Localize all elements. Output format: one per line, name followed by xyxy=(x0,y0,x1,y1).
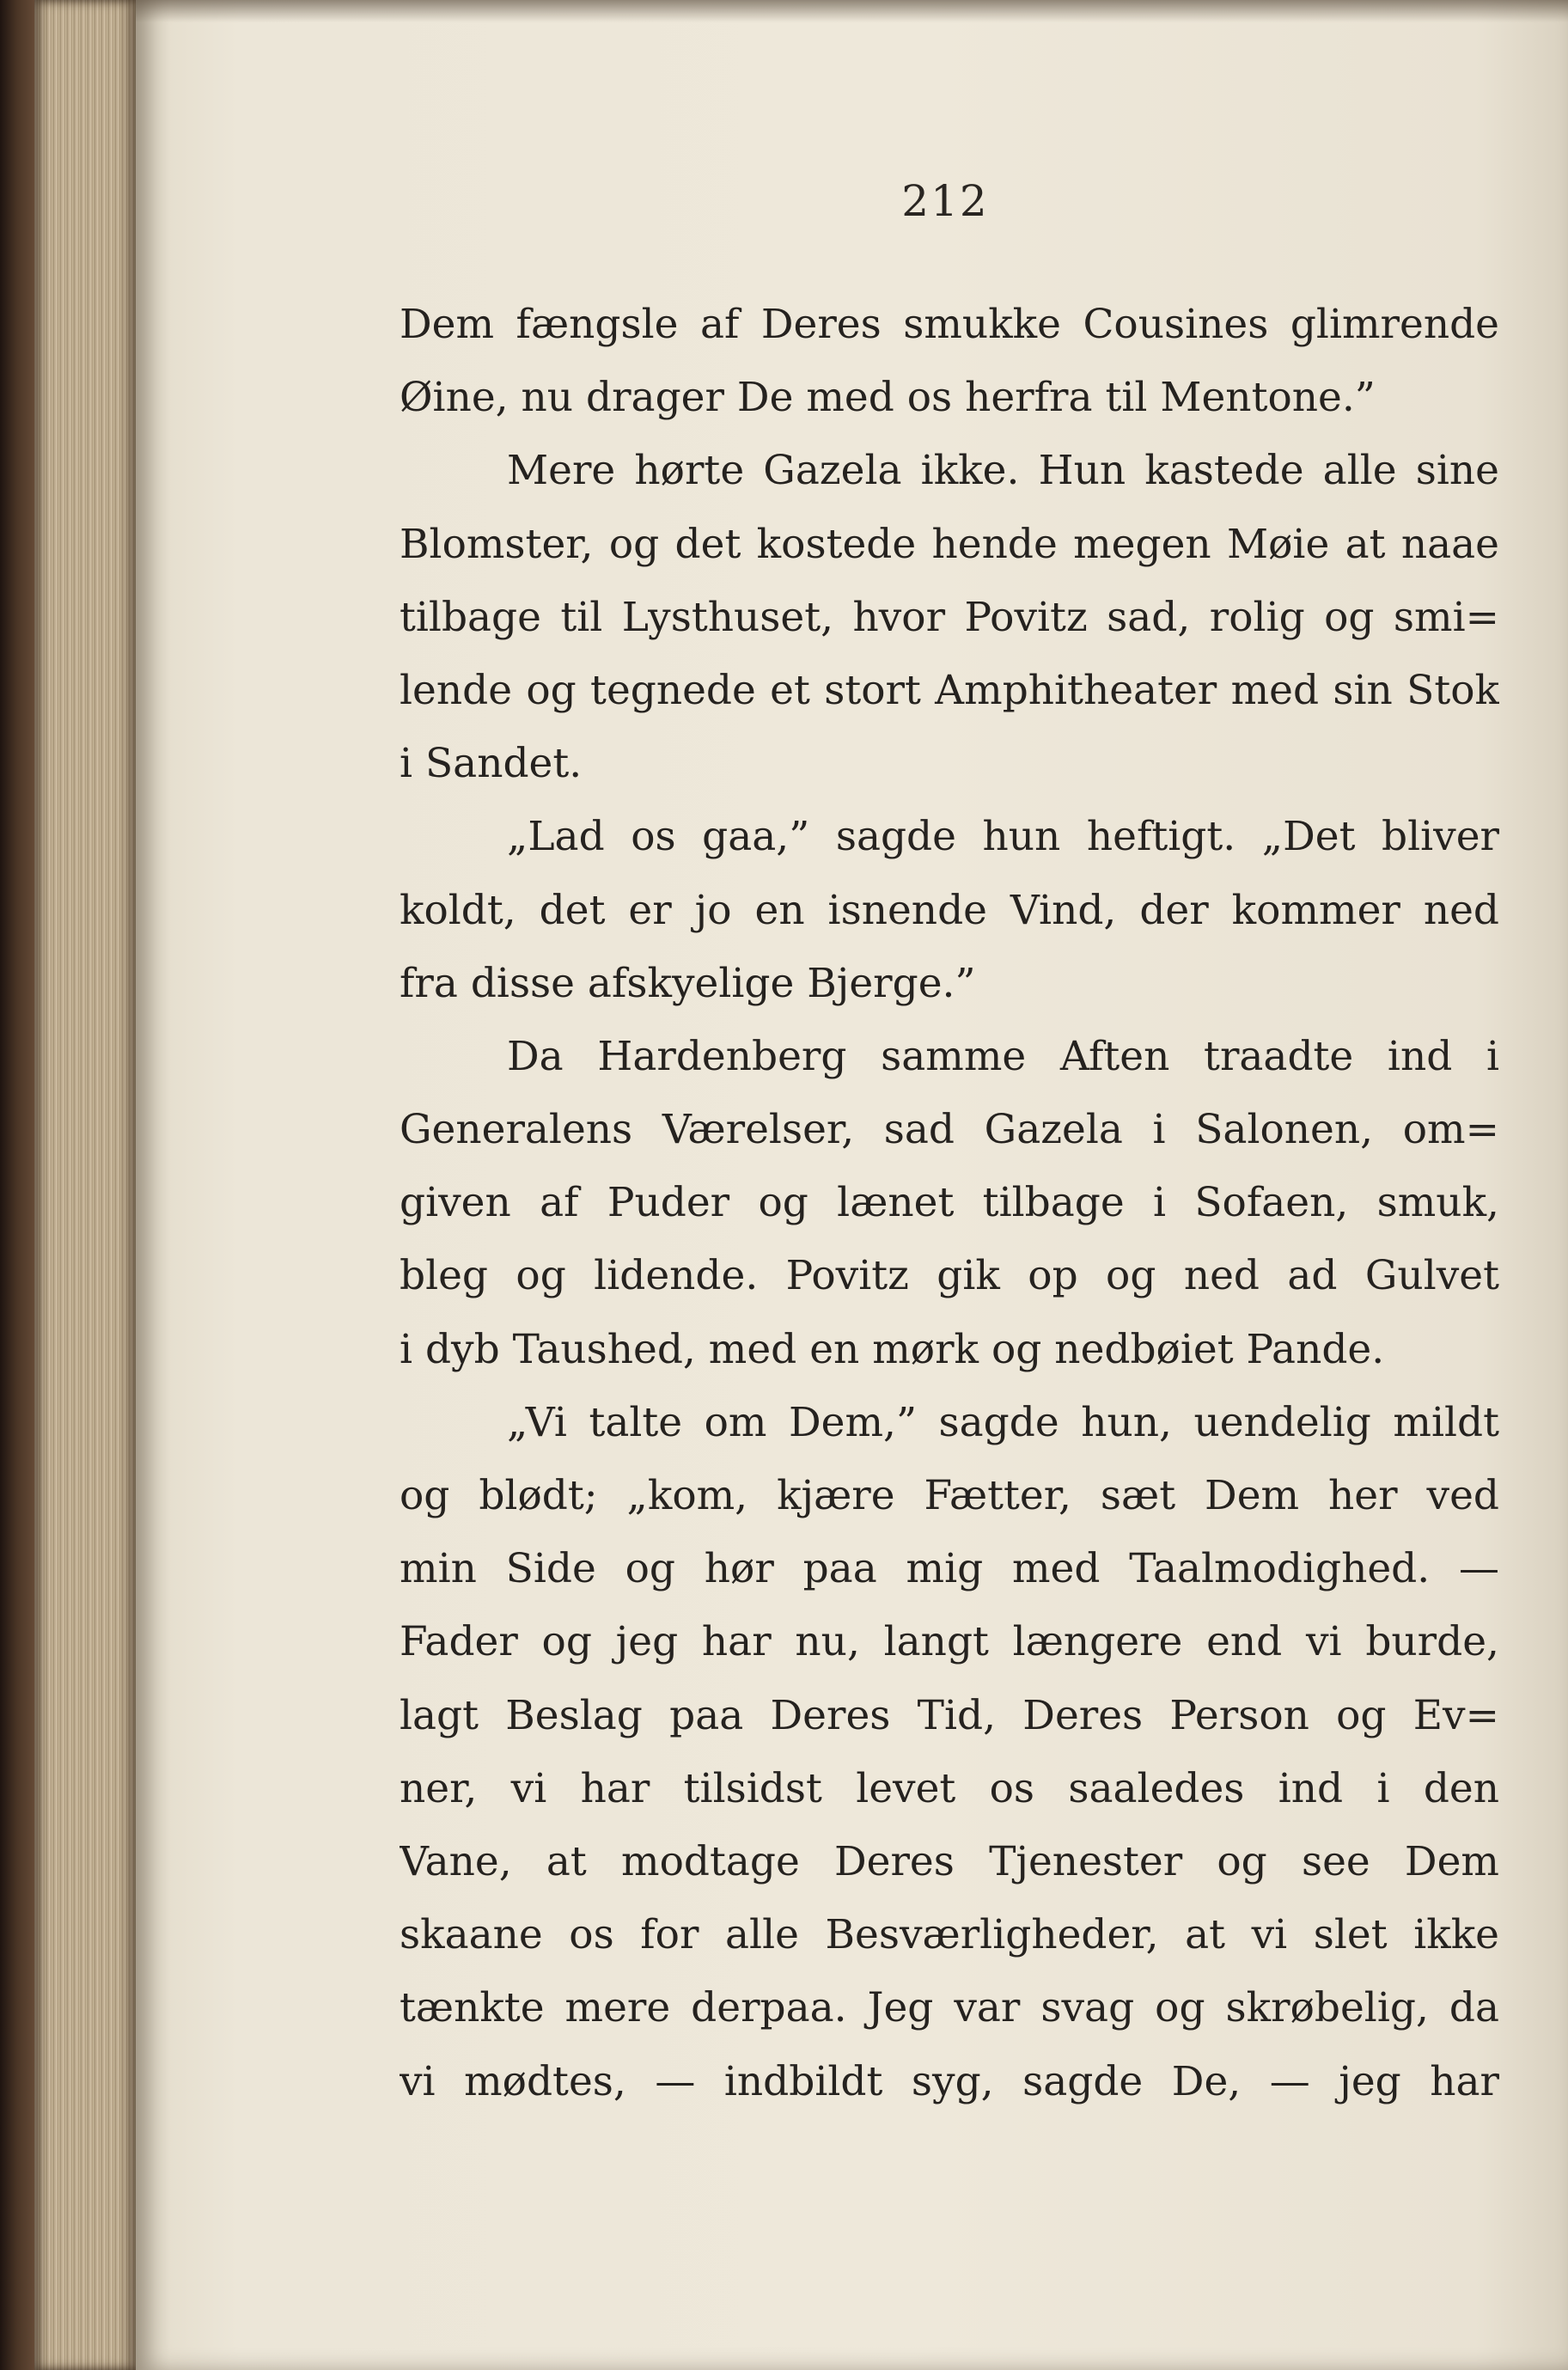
text-line: Dem fængsle af Deres smukke Cousines glimrende xyxy=(400,301,1499,348)
text-line: fra disse afskyelige Bjerge.” xyxy=(400,959,976,1007)
text-line: lagt Beslag paa Deres Tid, Deres Person og Ev= xyxy=(400,1691,1499,1739)
text-line: i dyb Taushed, med en mørk og nedbøiet Pande. xyxy=(400,1325,1385,1373)
text-line: min Side og hør paa mig med Taalmodighed. — xyxy=(400,1545,1499,1593)
text-line: Blomster, og det kostede hende megen Møie at naae xyxy=(400,520,1499,568)
body-text xyxy=(400,288,1499,2118)
text-line: skaane os for alle Besværligheder, at vi slet ikke xyxy=(400,1911,1499,1959)
text-line: Da Hardenberg samme Aften traadte ind i xyxy=(507,1032,1499,1080)
text-line: i Sandet. xyxy=(400,740,583,788)
text-line: Vane, at modtage Deres Tjenester og see Dem xyxy=(400,1837,1499,1885)
text-line: vi mødtes, — indbildt syg, sagde De, — jeg har xyxy=(400,2057,1499,2105)
page-top-shadow xyxy=(136,0,1568,22)
text-line: Mere hørte Gazela ikke. Hun kastede alle sine xyxy=(507,447,1499,495)
text-line: given af Puder og lænet tilbage i Sofaen, smuk, xyxy=(400,1179,1499,1227)
text-line: „Lad os gaa,” sagde hun heftigt. „Det bliver xyxy=(507,813,1499,861)
text-line: ner, vi har tilsidst levet os saaledes ind i den xyxy=(400,1764,1499,1812)
text-line: og blødt; „kom, kjære Fætter, sæt Dem her ved xyxy=(400,1472,1499,1519)
text-line: Øine, nu drager De med os herfra til Mentone.” xyxy=(400,374,1376,422)
text-line: Fader og jeg har nu, langt længere end vi burde, xyxy=(400,1618,1499,1666)
text-line: Generalens Værelser, sad Gazela i Salonen, om= xyxy=(400,1106,1499,1154)
text-line: bleg og lidende. Povitz gik op og ned ad Gulvet xyxy=(400,1252,1499,1300)
text-line: tænkte mere derpaa. Jeg var svag og skrøbelig, da xyxy=(400,1984,1499,2032)
text-line: koldt, det er jo en isnende Vind, der kommer ned xyxy=(400,886,1499,934)
text-line: lende og tegnede et stort Amphitheater med sin Stok xyxy=(400,666,1499,714)
text-line: „Vi talte om Dem,” sagde hun, uendelig mildt xyxy=(507,1398,1499,1446)
page-edges xyxy=(34,0,136,2370)
page-number: 212 xyxy=(901,176,989,226)
text-line: tilbage til Lysthuset, hvor Povitz sad, rolig og smi= xyxy=(400,593,1499,641)
